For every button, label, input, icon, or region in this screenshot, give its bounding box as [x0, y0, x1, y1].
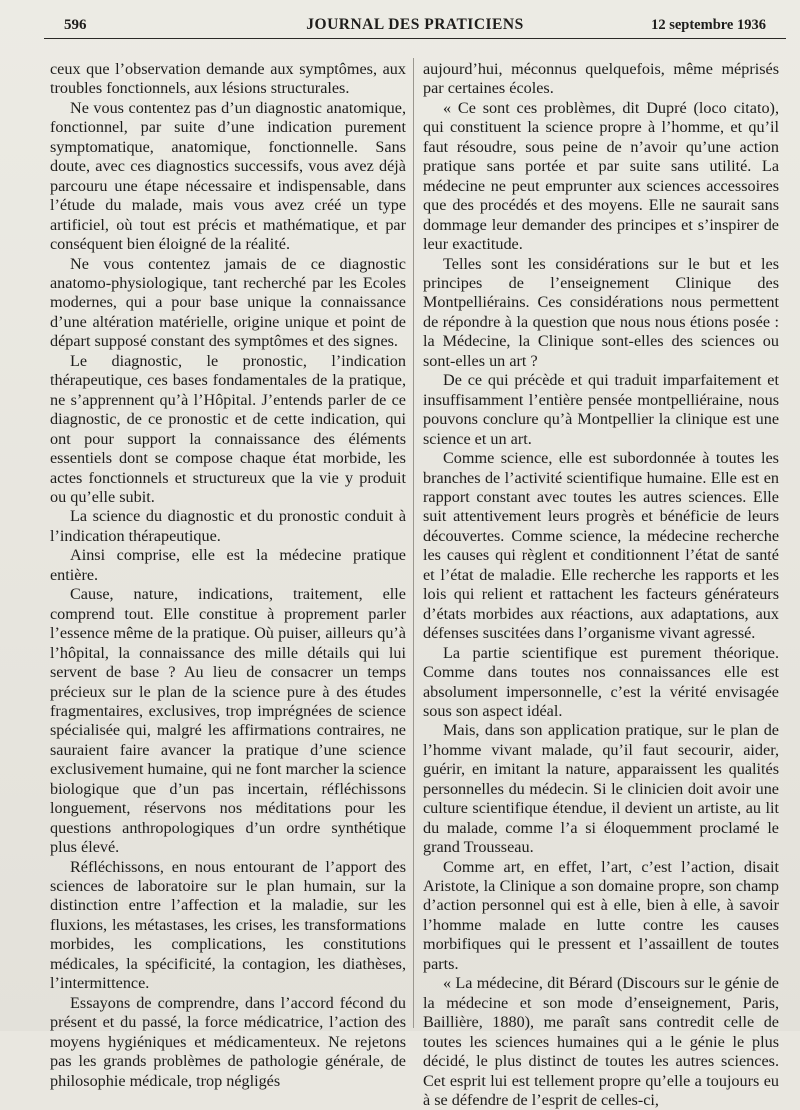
paragraph: Cause, nature, indications, traitement, elle comprend tout. Elle constitue à proprement parler l’essence même de la pratique. Où puiser, ailleurs qu’à l’hôpital, la connaissance des mille détails qui lui servent de base ? Au lieu de consacrer un temps précieux sur le plan de la science pure à des études fragmentaires, exclusives, trop imprégnées de science spécialisée qui, malgré les affirmations contraires, ne sauraient faire avancer la pratique d’une science exclusivement humaine, qui ne font marcher la science biologique que d’un pas incertain, réfléchissons longuement, réservons nos méditations pour les questions anthropologiques d’un ordre synthétique plus élevé.: [50, 585, 406, 857]
page-header: [44, 14, 786, 39]
paragraph: « La médecine, dit Bérard (Discours sur le génie de la médecine et son mode d’enseignement, Paris, Baillière, 1880), me paraît sans contredit celle de toutes les sciences humaines qui a le génie le plus décidé, le plus distinct de toutes les autres sciences. Cet esprit lui est tellement propre qu’elle a toujours eu à se défendre de l’esprit de celles-ci,: [423, 974, 779, 1110]
paragraph: Le diagnostic, le pronostic, l’indication thérapeutique, ces bases fondamentales de la pratique, ne s’apprennent qu’à l’Hôpital. J’entends parler de ce diagnostic, de ce pronostic et de cette indication, qui ont pour support la connaissance des éléments essentiels dont se compose chaque état morbide, les actes fonctionnels et structureux que la vie y produit ou qu’elle subit.: [50, 351, 406, 506]
column-divider: [413, 58, 414, 1028]
paragraph: La partie scientifique est purement théorique. Comme dans toutes nos connaissances elle est absolument impersonnelle, c’est la vérité envisagée sous son aspect idéal.: [423, 643, 779, 720]
paragraph: ceux que l’observation demande aux symptômes, aux troubles fonctionnels, aux lésions structurales.: [50, 60, 406, 98]
paragraph: Essayons de comprendre, dans l’accord fécond du présent et du passé, la force médicatrice, l’action des moyens hygiéniques et médicamenteux. Ne rejetons pas les grands problèmes de pathologie générale, de philosophie médicale, trop négligés: [50, 993, 406, 1090]
right-column: [423, 60, 779, 1110]
paragraph: Comme science, elle est subordonnée à toutes les branches de l’activité scientifique humaine. Elle est en rapport constant avec toutes les autres sciences. Elle suit attentivement leurs progrès et bénéficie de leurs découvertes. Comme science, la médecine recherche les causes qui règlent et conditionnent l’état de santé et l’état de maladie. Elle recherche les rapports et les lois qui relient et rattachent les facteurs générateurs d’états morbides aux réactions, aux adaptations, aux défenses suscitées dans l’organisme vivant agressé.: [423, 449, 779, 643]
journal-title: JOURNAL DES PRATICIENS: [306, 16, 524, 33]
paragraph: Telles sont les considérations sur le but et les principes de l’enseignement Clinique des Montpelliérains. Ces considérations nous permettent de répondre à la question que nous nous étions posée : la Médecine, la Clinique sont-elles des sciences ou sont-elles un art ?: [423, 254, 779, 370]
paragraph: aujourd’hui, méconnus quelquefois, même méprisés par certaines écoles.: [423, 60, 779, 98]
paragraph: Ne vous contentez pas d’un diagnostic anatomique, fonctionnel, par suite d’une indication purement symptomatique, anatomique, fonctionnelle. Sans doute, avec ces diagnostics successifs, vous avez déjà parcouru une étape nécessaire et indispensable, dans l’étude du malade, mais vous avez créé un type artificiel, où tout est précis et mathématique, et par conséquent bien éloigné de la réalité.: [50, 98, 406, 254]
paragraph: Ne vous contentez jamais de ce diagnostic anatomo-physiologique, tant recherché par les Ecoles modernes, qui a pour base unique la connaissance d’une altération matérielle, origine unique et point de départ supposé constant des symptômes et des signes.: [50, 254, 406, 351]
paragraph: Comme art, en effet, l’art, c’est l’action, disait Aristote, la Clinique a son domaine propre, son champ d’action personnel qui est à elle, bien à elle, à savoir l’homme malade en lutte contre les causes morbifiques qui le pressent et l’assaillent de toutes parts.: [423, 857, 779, 973]
paragraph: Mais, dans son application pratique, sur le plan de l’homme vivant malade, qu’il faut secourir, aider, guérir, en imitant la nature, apparaissent les qualités personnelles du médecin. Si le clinicien doit avoir une culture scientifique étendue, il devient un artiste, au lit du malade, comme l’a si éloquemment proclamé le grand Trousseau.: [423, 721, 779, 857]
paragraph: « Ce sont ces problèmes, dit Dupré (loco citato), qui constituent la science propre à l’homme, et qu’il faut résoudre, sous peine de n’avoir qu’une action pratique sans portée et par suite sans utilité. La médecine ne peut emprunter aux sciences accessoires que des procédés et des moyens. Elle ne saurait sans dommage leur demander des principes et s’inspirer de leur exactitude.: [423, 98, 779, 254]
paragraph: Réfléchissons, en nous entourant de l’apport des sciences de laboratoire sur le plan humain, sur la distinction entre l’affection et la maladie, sur les fluxions, les métastases, les crises, les transformations morbides, les complications, les constitutions médicales, la spécificité, la contagion, les diathèses, l’intermittence.: [50, 857, 406, 993]
paragraph: De ce qui précède et qui traduit imparfaitement et insuffisamment l’entière pensée montpelliéraine, nous pouvons conclure qu’à Montpellier la clinique est une science et un art.: [423, 371, 779, 448]
left-column: [50, 60, 406, 1091]
page-number: 596: [64, 17, 87, 33]
issue-date: 12 septembre 1936: [651, 17, 766, 33]
paragraph: Ainsi comprise, elle est la médecine pratique entière.: [50, 546, 406, 584]
paragraph: La science du diagnostic et du pronostic conduit à l’indication thérapeutique.: [50, 507, 406, 545]
